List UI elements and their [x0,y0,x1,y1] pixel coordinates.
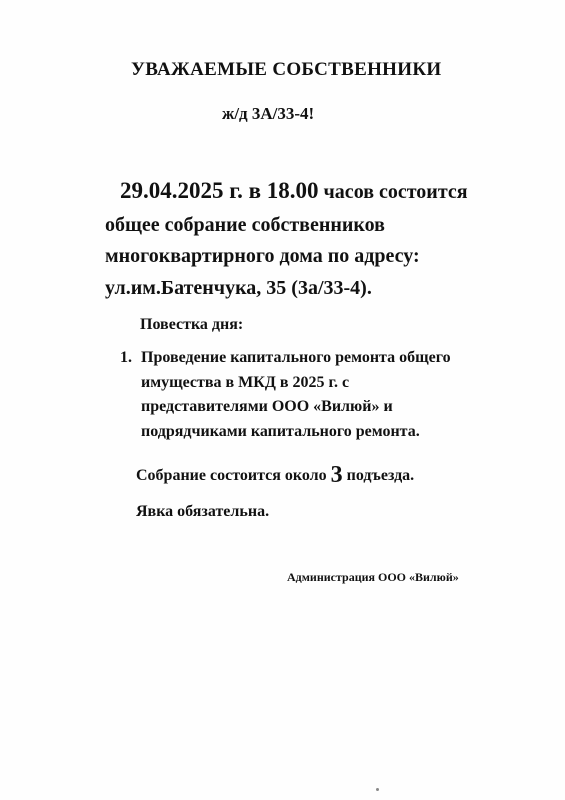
announcement-line-2: общее собрание собственников [105,214,385,236]
announcement-line-3: многоквартирного дома по адресу: [105,245,420,267]
agenda-title: Повестка дня: [140,316,244,333]
agenda-item-line-2: имущества в МКД в 2025 г. с [141,374,350,391]
house-reference: ж/д 3А/33-4! [222,104,315,123]
attendance-note: Явка обязательна. [136,503,270,520]
agenda-item-line-4: подрядчиками капитального ремонта. [141,423,420,440]
greeting-heading: УВАЖАЕМЫЕ СОБСТВЕННИКИ [131,59,442,80]
agenda-item-number: 1. [120,349,132,366]
meeting-date-line [120,178,468,204]
announcement-address: ул.им.Батенчука, 35 (3а/33-4). [105,277,372,299]
agenda-item-line-3: представителями ООО «Вилюй» и [141,398,393,415]
entrance-number: 3 [330,462,343,488]
meeting-place-suffix: подъезда. [342,467,415,484]
meeting-date-rest: часов состоится [318,181,468,203]
signature: Администрация ООО «Вилюй» [287,570,459,584]
meeting-place-line [136,462,414,489]
scan-speck [376,788,379,791]
meeting-date-time: 29.04.2025 г. в 18.00 [120,178,319,203]
agenda-item-line-1: Проведение капитального ремонта общего [141,349,451,366]
meeting-place-prefix: Собрание состоится около [136,467,331,484]
